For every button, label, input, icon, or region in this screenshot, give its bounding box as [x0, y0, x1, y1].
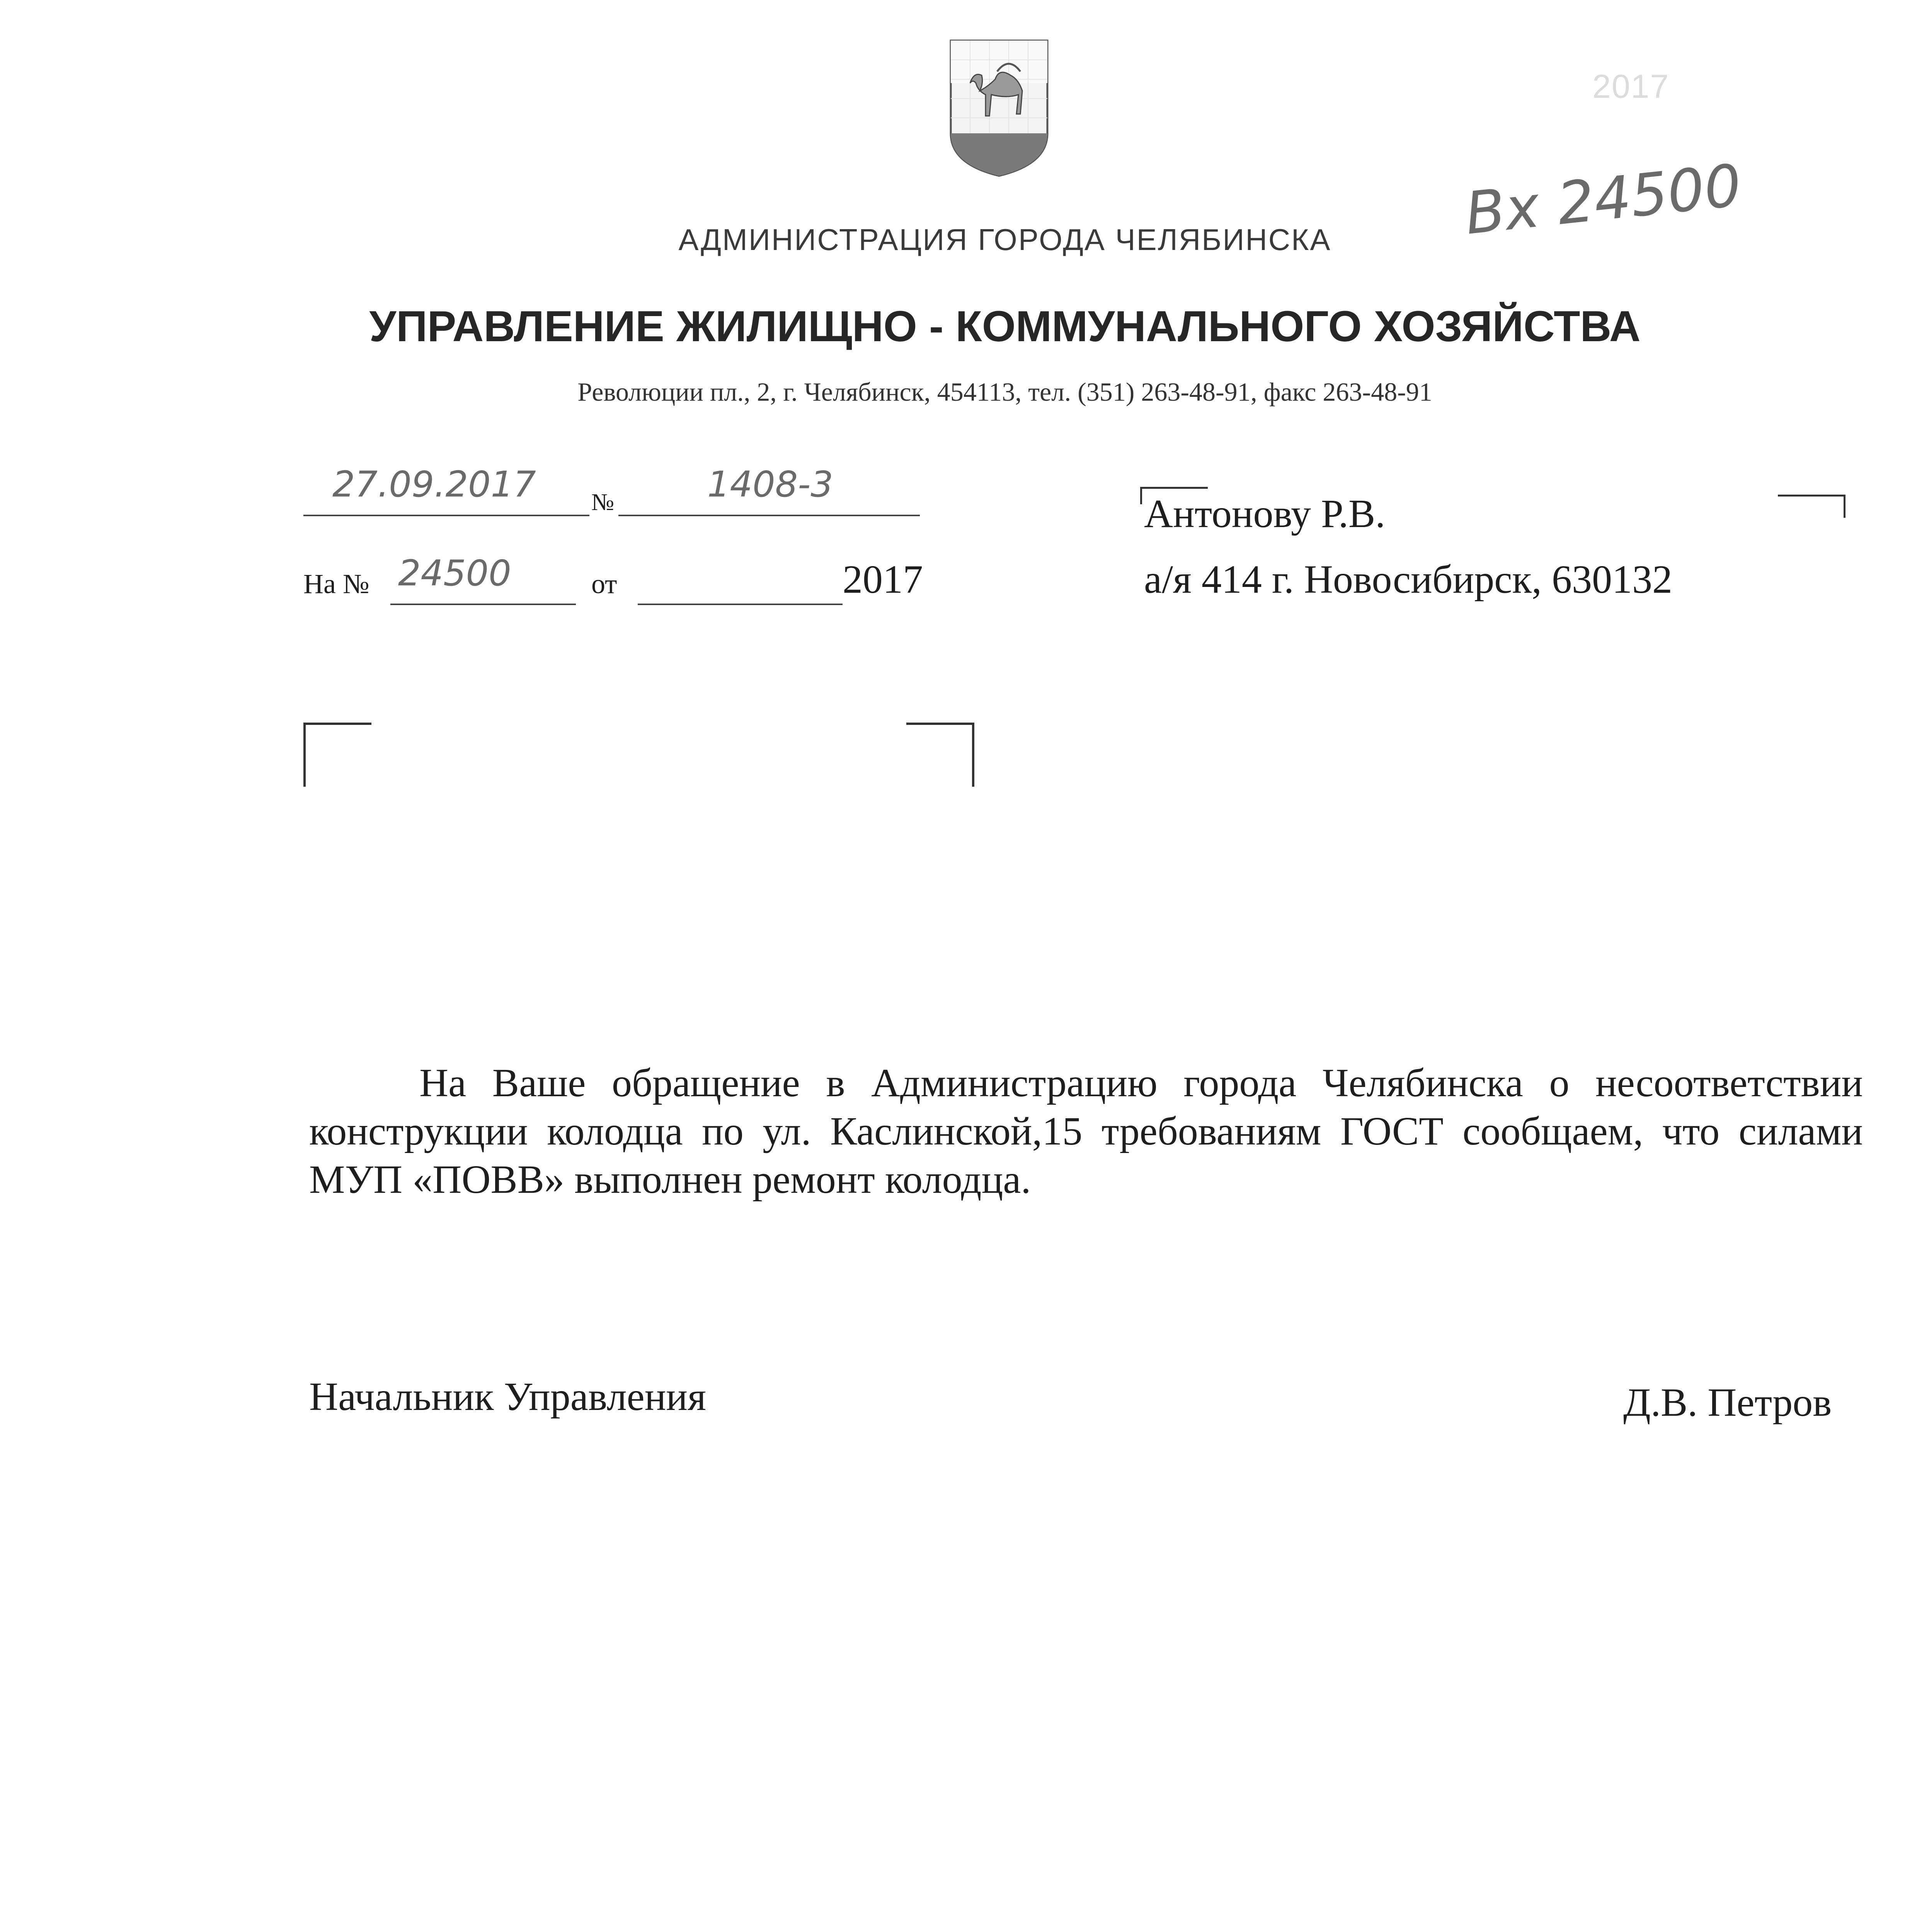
number-label: №: [591, 489, 615, 515]
reply-number: 24500: [398, 553, 511, 594]
reply-to-label: На №: [303, 568, 369, 599]
registration-date: 27.09.2017: [332, 464, 536, 505]
incoming-number-mark: Вх 24500: [1462, 152, 1745, 248]
subject-corner-left: [303, 723, 371, 787]
department-title: УПРАВЛЕНИЕ ЖИЛИЩНО - КОММУНАЛЬНОГО ХОЗЯЙСТВА: [369, 302, 1641, 350]
letter-body: На Ваше обращение в Администрацию города Челябинска о несоответствии конструкции колодца по ул. Каслинской,15 требованиям ГОСТ сообщаем, что силами МУП «ПОВВ» выполнен ремонт колодца.: [309, 1061, 1863, 1202]
faded-stamp-date: 2017: [1592, 68, 1670, 105]
recipient-corner-right: [1778, 495, 1845, 518]
signer-title: Начальник Управления: [309, 1374, 706, 1419]
recipient-name: Антонову Р.В.: [1144, 492, 1386, 536]
coat-of-arms-icon: [943, 37, 1055, 180]
signer-name: Д.В. Петров: [1623, 1380, 1832, 1425]
subject-corner-right: [906, 723, 974, 787]
from-year: 2017: [843, 557, 923, 602]
from-date-line: [638, 568, 843, 605]
from-label: от: [591, 568, 617, 599]
recipient-address: а/я 414 г. Новосибирск, 630132: [1144, 557, 1672, 602]
department-address: Революции пл., 2, г. Челябинск, 454113, тел. (351) 263-48-91, факс 263-48-91: [577, 377, 1432, 406]
admin-title: АДМИНИСТРАЦИЯ ГОРОДА ЧЕЛЯБИНСКА: [678, 223, 1331, 257]
registration-number: 1408-3: [707, 464, 833, 505]
